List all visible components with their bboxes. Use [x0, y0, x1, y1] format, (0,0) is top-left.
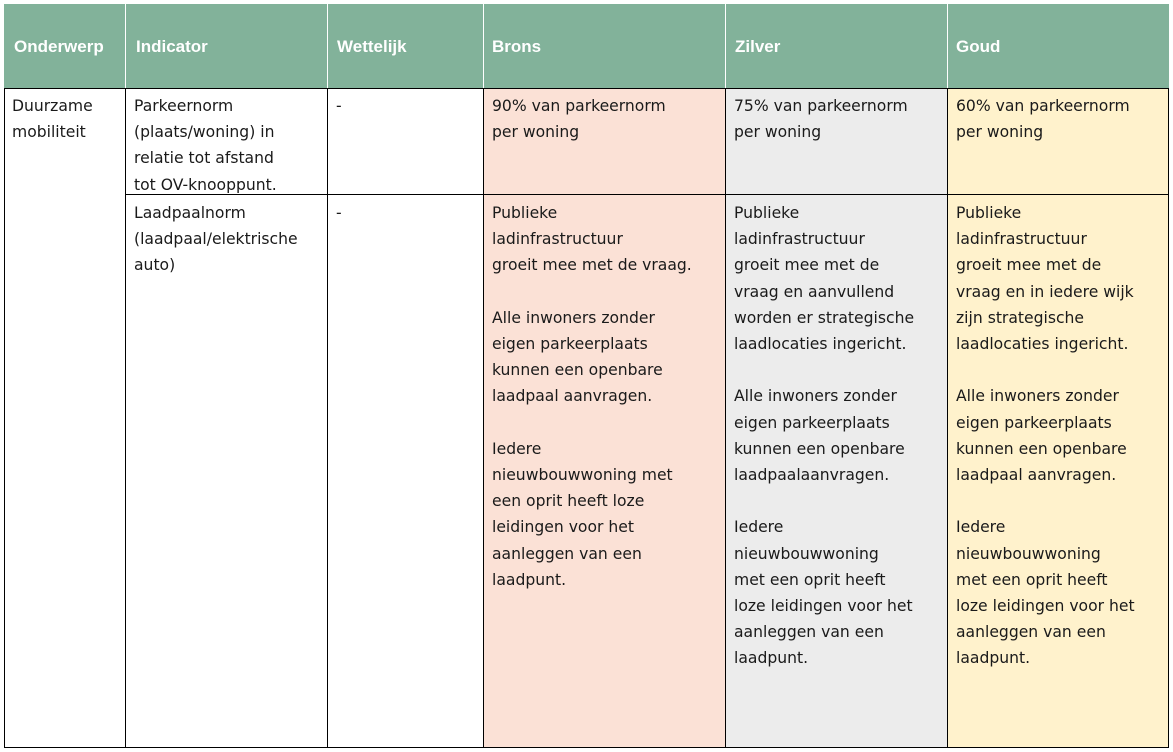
row2-goud: Publieke ladinfrastructuur groeit mee met de vraag en in iedere wijk zijn strategische laadlocaties ingericht. Alle inwoners zonder eigen parkeerplaats kunnen een openbare laadpaal aanvragen. Iedere nieuwbouwwoning met een oprit heeft loze leidingen voor het aanleggen van een laadpunt.: [956, 204, 1135, 668]
grid-line-col5: [947, 88, 948, 748]
header-wettelijk: Wettelijk: [328, 4, 483, 88]
grid-line-right: [1168, 88, 1169, 748]
row1-wettelijk: -: [336, 97, 342, 115]
row2-indicator: Laadpaalnorm (laadpaal/elektrische auto): [134, 204, 298, 275]
grid-line-col1: [125, 88, 126, 748]
grid-line-row1: [126, 194, 1169, 195]
header-goud: Goud: [948, 4, 1169, 88]
row1-goud: 60% van parkeernorm per woning: [956, 97, 1130, 142]
row2-zilver: Publieke ladinfrastructuur groeit mee met de vraag en aanvullend worden er strategische laadlocaties ingericht. Alle inwoners zonder eigen parkeerplaats kunnen een openbare laadpaalaanvragen. Iedere nieuwbouwwoning met een oprit heeft loze leidingen voor het aanleggen van een laadpunt.: [734, 204, 915, 668]
criteria-table: [4, 4, 1169, 748]
row1-brons: 90% van parkeernorm per woning: [492, 97, 666, 142]
grid-line-col4: [725, 88, 726, 748]
grid-line-left: [4, 88, 5, 748]
grid-line-col3: [483, 88, 484, 748]
grid-line-col2: [327, 88, 328, 748]
grid-line-header: [4, 88, 1169, 89]
row2-brons: Publieke ladinfrastructuur groeit mee met de vraag. Alle inwoners zonder eigen parkeerplaats kunnen een openbare laadpaal aanvragen. Iedere nieuwbouwwoning met een oprit heeft loze leidingen voor het aanleggen van een laadpunt.: [492, 204, 692, 589]
row2-wettelijk: -: [336, 204, 342, 222]
row1-indicator: Parkeernorm (plaats/woning) in relatie tot afstand tot OV-knooppunt.: [134, 97, 277, 193]
header-onderwerp: Onderwerp: [4, 4, 125, 88]
header-zilver: Zilver: [726, 4, 947, 88]
header-brons: Brons: [484, 4, 725, 88]
onderwerp-cell: Duurzame mobiliteit: [12, 97, 93, 142]
grid-line-bottom: [4, 747, 1169, 748]
header-indicator: Indicator: [126, 4, 327, 88]
row1-zilver: 75% van parkeernorm per woning: [734, 97, 908, 142]
